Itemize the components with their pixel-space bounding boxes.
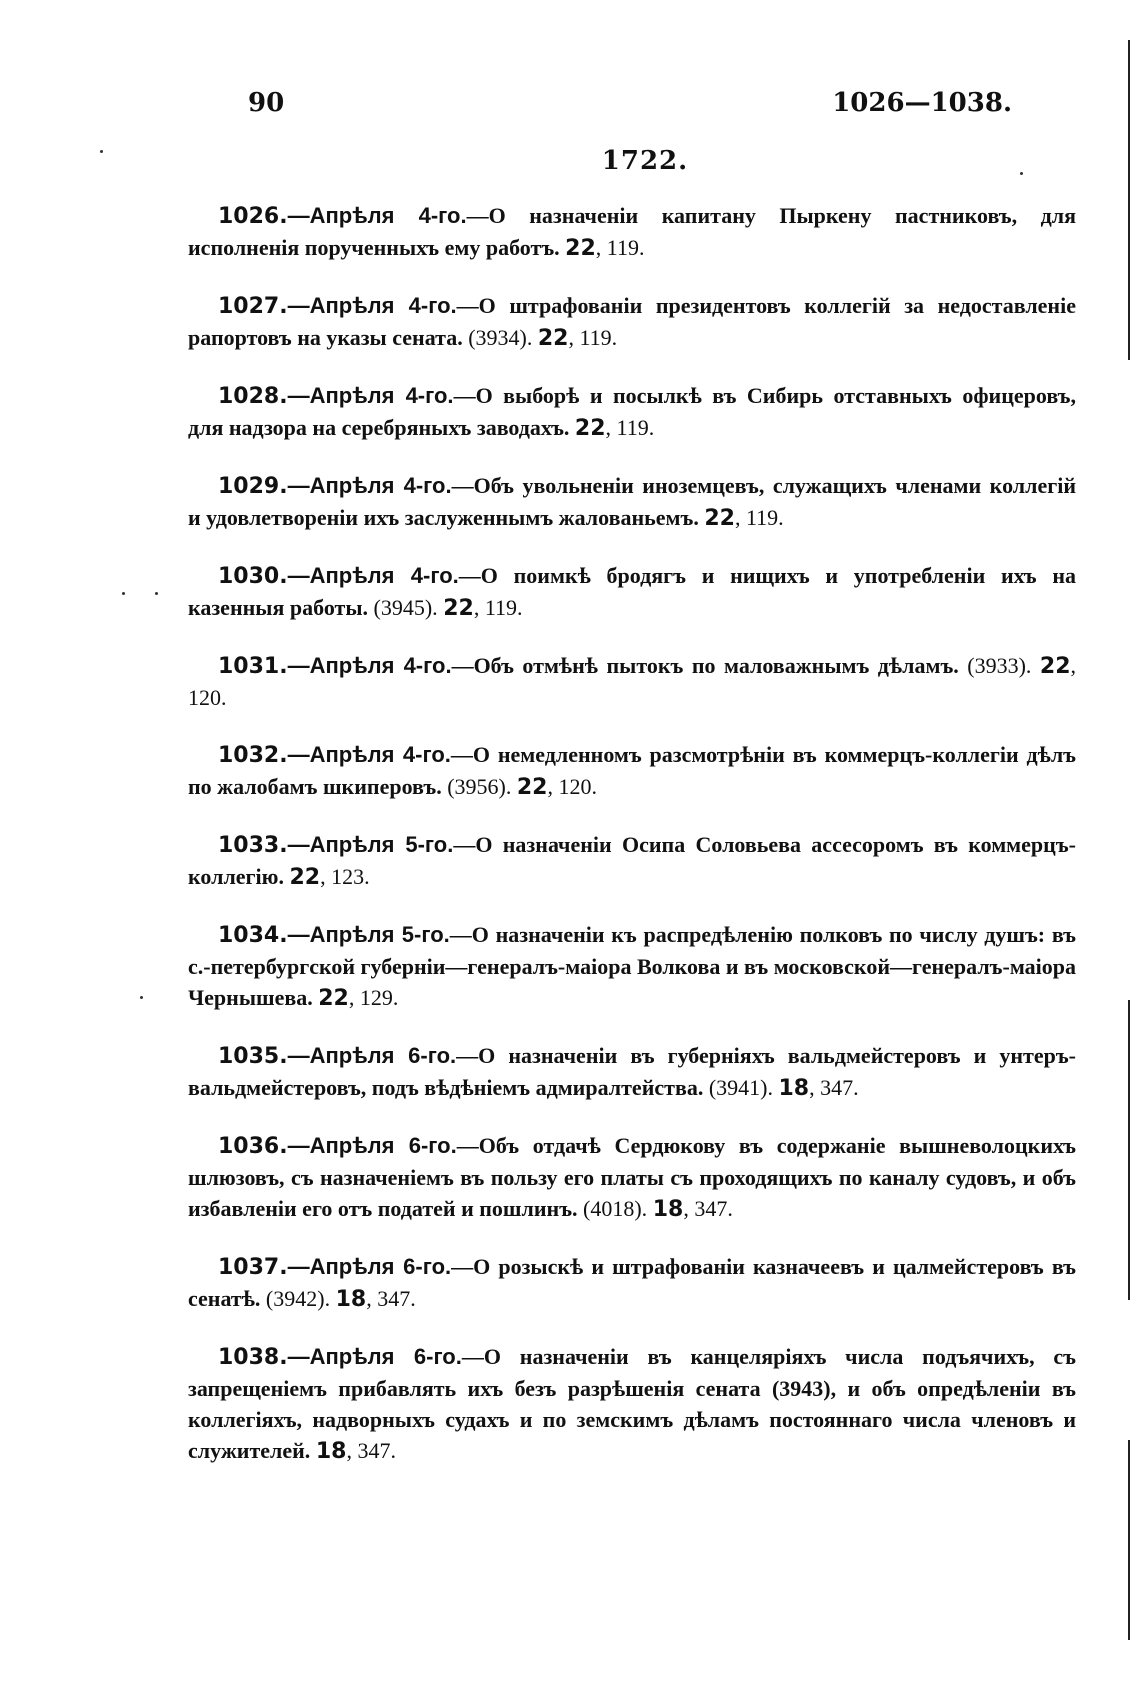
entry-page: , 123. xyxy=(320,864,370,889)
entry-number: 1037. xyxy=(218,1255,288,1280)
entry-text: —О выборѣ и посылкѣ въ Сибирь отставныхъ офицеровъ, для надзора на серебряныхъ заводахъ. xyxy=(188,383,1077,440)
entry-number: 1038. xyxy=(218,1345,288,1370)
entry-volume: 22 xyxy=(537,326,569,351)
entry-date: —Апрѣля 4-го. xyxy=(287,473,452,498)
entry-page: , 119. xyxy=(735,505,784,530)
speck xyxy=(122,592,125,595)
entry-volume: 22 xyxy=(443,596,474,621)
entry-number: 1033. xyxy=(218,833,288,858)
entry-number: 1030. xyxy=(218,564,288,589)
entry xyxy=(188,290,1076,354)
entry-volume: 22 xyxy=(318,986,349,1011)
entry-volume: 22 xyxy=(289,865,321,890)
entry xyxy=(188,650,1076,713)
margin-rule-bottom xyxy=(1128,1440,1130,1640)
entry-text: —О назначеніи Осипа Соловьева ассесоромъ въ коммерцъ-коллегію. xyxy=(188,832,1076,889)
entry-volume: 22 xyxy=(516,775,548,800)
entry-number: 1035. xyxy=(218,1044,288,1069)
entry-date: —Апрѣля 6-го. xyxy=(287,1344,462,1369)
entry-volume: 18 xyxy=(315,1439,347,1464)
entry-number: 1027. xyxy=(218,294,288,319)
entry-ref: (3933). xyxy=(967,653,1032,678)
entry-page: , 129. xyxy=(348,985,399,1010)
entry-page: , 119. xyxy=(473,595,523,620)
entry xyxy=(188,470,1076,534)
entry-ref: (3934). xyxy=(468,325,533,350)
entry-number: 1036. xyxy=(218,1134,288,1159)
running-header xyxy=(248,88,1012,124)
margin-rule-middle xyxy=(1128,1000,1130,1300)
entry-page: , 347. xyxy=(366,1286,416,1311)
entry-text: —Объ отдачѣ Сердюкову въ содержаніе вышневолоцкихъ шлюзовъ, съ назначеніемъ въ пользу его платы съ проходящихъ по каналу судовъ, и объ избавленіи его отъ податей и пошлинъ. xyxy=(188,1133,1077,1221)
entries-list xyxy=(188,200,1076,1493)
entry-volume: 22 xyxy=(574,416,606,441)
entry-page: , 120. xyxy=(547,774,597,799)
entry-ref: (3942). xyxy=(265,1286,331,1311)
entry-date: —Апрѣля 4-го. xyxy=(287,653,452,678)
entry-number: 1029. xyxy=(218,474,288,499)
entry-number: 1034. xyxy=(218,923,288,948)
entry xyxy=(188,739,1076,803)
entry-text: —О назначеніи къ распредѣленію полковъ по числу душъ: въ с.-петербургской губерніи—генералъ-маіора Волкова и въ московской—генералъ-маіора Чернышева. xyxy=(188,922,1077,1010)
entry-date: —Апрѣля 5-го. xyxy=(287,922,450,947)
entry-text: —О назначеніи въ канцеляріяхъ числа подъячихъ, съ запрещеніемъ прибавлять ихъ безъ разрѣшенія сената (3943), и объ опредѣленіи въ коллегіяхъ, надворныхъ судахъ и по земскимъ дѣламъ постояннаго числа членовъ и служителей. xyxy=(188,1344,1077,1463)
entry-text: —О назначеніи капитану Пыркену пастниковъ, для исполненія порученныхъ ему работъ. xyxy=(188,203,1077,260)
entry xyxy=(188,380,1076,444)
entry xyxy=(188,560,1076,624)
entry-date: —Апрѣля 4-го. xyxy=(287,563,459,588)
entry xyxy=(188,829,1076,893)
entry xyxy=(188,1341,1076,1467)
entry-number: 1031. xyxy=(218,654,288,679)
speck xyxy=(140,996,143,999)
entry-text: —Объ увольненіи иноземцевъ, служащихъ членами коллегій и удовлетвореніи ихъ заслуженнымъ жалованьемъ. xyxy=(188,473,1077,530)
entry-volume: 22 xyxy=(1039,654,1071,679)
margin-rule-top xyxy=(1128,40,1130,360)
entry-text: —О поимкѣ бродягъ и нищихъ и употребленіи ихъ на казенныя работы. xyxy=(188,563,1077,620)
entry-text: —О штрафованіи президентовъ коллегій за недоставленіе рапортовъ на указы сената. xyxy=(188,293,1076,350)
entry-volume: 18 xyxy=(778,1076,810,1101)
entry-volume: 22 xyxy=(565,236,596,261)
entry-date: —Апрѣля 6-го. xyxy=(287,1043,457,1068)
entry-page: , 120. xyxy=(188,653,1077,710)
entry-number: 1028. xyxy=(218,384,288,409)
entry-ref: (4018). xyxy=(583,1196,648,1221)
entry-ref: (3941). xyxy=(708,1075,773,1100)
entry-date: —Апрѣля 4-го. xyxy=(287,293,457,318)
entry-number: 1032. xyxy=(218,743,288,768)
entry xyxy=(188,1130,1076,1225)
entry-volume: 22 xyxy=(704,506,735,531)
page-number: 90 xyxy=(248,88,285,118)
entry-page: , 119. xyxy=(605,415,655,440)
entry-volume: 18 xyxy=(335,1287,367,1312)
entry xyxy=(188,1251,1076,1315)
entry-ref: (3945). xyxy=(373,595,438,620)
entry xyxy=(188,200,1076,264)
entry-page: , 119. xyxy=(568,325,618,350)
entry-date: —Апрѣля 6-го. xyxy=(287,1254,452,1279)
entry-date: —Апрѣля 4-го. xyxy=(287,383,454,408)
entry-page: , 347. xyxy=(809,1075,859,1100)
entry-date: —Апрѣля 4-го. xyxy=(287,742,451,767)
entry-date: —Апрѣля 4-го. xyxy=(287,203,467,228)
entry-page: , 347. xyxy=(346,1438,396,1463)
entry-text: —О розыскѣ и штрафованіи казначеевъ и цалмейстеровъ въ сенатѣ. xyxy=(188,1254,1076,1311)
entry-ref: (3956). xyxy=(447,774,512,799)
entry-date: —Апрѣля 6-го. xyxy=(287,1133,457,1158)
year-heading: 1722. xyxy=(601,146,689,176)
entry-number: 1026. xyxy=(218,204,288,229)
entry xyxy=(188,919,1076,1014)
entry-text: —О немедленномъ разсмотрѣніи въ коммерцъ-коллегіи дѣлъ по жалобамъ шкиперовъ. xyxy=(188,742,1076,799)
entry-page: , 119. xyxy=(595,235,645,260)
entry-page: , 347. xyxy=(683,1196,733,1221)
page-range: 1026—1038. xyxy=(832,88,1012,118)
entry-volume: 18 xyxy=(652,1197,684,1222)
entry xyxy=(188,1040,1076,1104)
entry-text: —Объ отмѣнѣ пытокъ по маловажнымъ дѣламъ. xyxy=(451,653,959,678)
entry-date: —Апрѣля 5-го. xyxy=(287,832,454,857)
entry-text: —О назначеніи въ губерніяхъ вальдмейстеровъ и унтеръ-вальдмейстеровъ, подъ вѣдѣніемъ адмиралтейства. xyxy=(188,1043,1077,1100)
speck xyxy=(155,592,158,595)
